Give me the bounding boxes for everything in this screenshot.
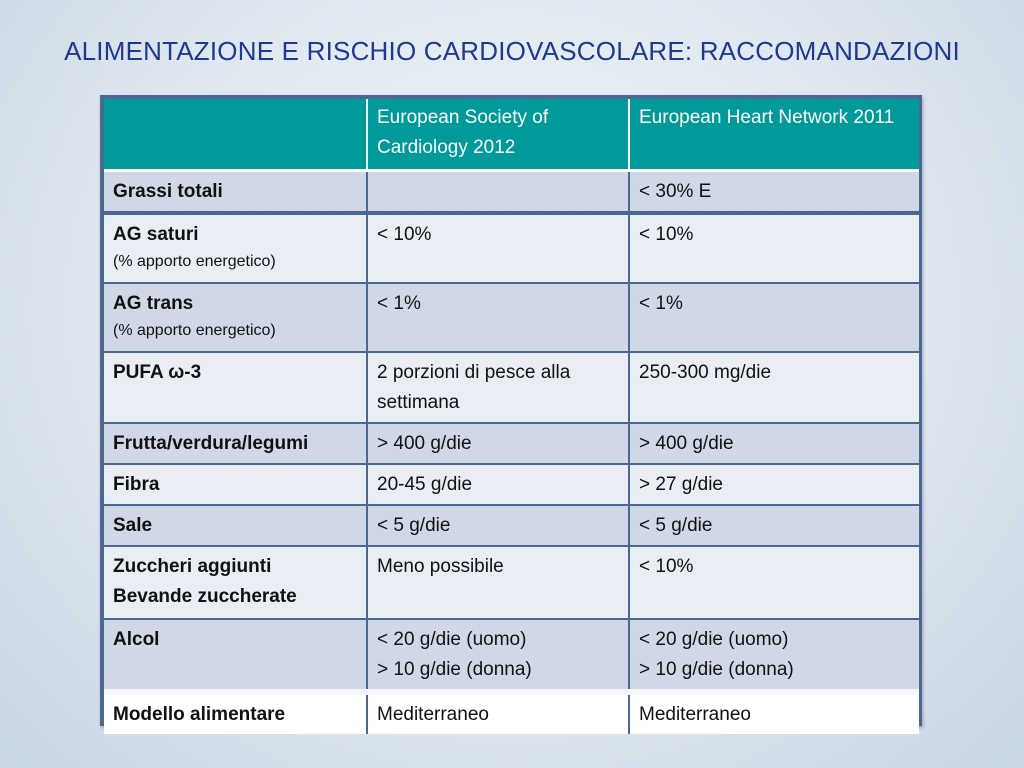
ehn-value-cell xyxy=(629,546,919,619)
row-label: AG trans xyxy=(113,293,194,314)
esc-value-cell xyxy=(367,546,629,619)
ehn-value: Mediterraneo xyxy=(639,704,751,725)
esc-value: Mediterraneo xyxy=(377,704,489,725)
row-label: Frutta/verdura/legumi xyxy=(113,433,309,454)
table-row xyxy=(104,213,919,283)
header-cell-empty xyxy=(104,99,367,171)
row-label: Alcol xyxy=(113,629,160,650)
esc-value-line: > 10 g/die (donna) xyxy=(377,659,532,680)
row-sublabel: (% apporto energetico) xyxy=(113,253,276,270)
esc-value-cell xyxy=(367,171,629,214)
ehn-value: > 27 g/die xyxy=(639,474,723,495)
esc-value-cell xyxy=(367,352,629,423)
header-cell-esc: European Society of Cardiology 2012 xyxy=(367,99,629,171)
ehn-value: < 5 g/die xyxy=(639,515,713,536)
row-label-cell xyxy=(104,464,367,505)
table-row xyxy=(104,283,919,352)
ehn-value-cell xyxy=(629,423,919,464)
row-label-cell xyxy=(104,283,367,352)
esc-value: < 5 g/die xyxy=(377,515,451,536)
row-label: Zuccheri aggiunti xyxy=(113,556,272,577)
row-label-second-line: Bevande zuccherate xyxy=(113,586,297,607)
ehn-value-line: < 20 g/die (uomo) xyxy=(639,629,789,650)
esc-value: 2 porzioni di pesce alla settimana xyxy=(377,362,571,413)
row-label-cell xyxy=(104,546,367,619)
table-row xyxy=(104,546,919,619)
esc-value: < 1% xyxy=(377,293,421,314)
row-label: Fibra xyxy=(113,474,160,495)
ehn-value: > 400 g/die xyxy=(639,433,734,454)
row-label-cell xyxy=(104,213,367,283)
row-label: Modello alimentare xyxy=(113,704,286,725)
esc-value-cell xyxy=(367,692,629,734)
slide-title: ALIMENTAZIONE E RISCHIO CARDIOVASCOLARE: RACCOMANDAZIONI xyxy=(64,36,960,66)
table-header-row xyxy=(104,99,919,171)
table-row xyxy=(104,619,919,692)
esc-value-cell xyxy=(367,464,629,505)
ehn-value: < 1% xyxy=(639,293,683,314)
esc-value: 20-45 g/die xyxy=(377,474,473,495)
row-label-cell xyxy=(104,171,367,214)
row-label: Grassi totali xyxy=(113,181,223,202)
row-label-cell xyxy=(104,423,367,464)
ehn-value: < 30% E xyxy=(639,181,712,202)
esc-value-cell xyxy=(367,423,629,464)
row-label: PUFA ω-3 xyxy=(113,362,202,383)
ehn-value-cell xyxy=(629,619,919,692)
row-label-cell xyxy=(104,692,367,734)
table-row xyxy=(104,352,919,423)
ehn-value-cell xyxy=(629,213,919,283)
ehn-value-line: > 10 g/die (donna) xyxy=(639,659,794,680)
ehn-value-cell xyxy=(629,171,919,214)
recommendations-table xyxy=(104,99,919,734)
ehn-value: < 10% xyxy=(639,556,694,577)
esc-value-cell xyxy=(367,505,629,546)
esc-value: > 400 g/die xyxy=(377,433,472,454)
row-label: Sale xyxy=(113,515,153,536)
row-label-cell xyxy=(104,619,367,692)
table-row xyxy=(104,464,919,505)
header-cell-ehn: European Heart Network 2011 xyxy=(629,99,919,171)
esc-value-cell xyxy=(367,213,629,283)
ehn-value-cell xyxy=(629,352,919,423)
esc-value: Meno possibile xyxy=(377,556,504,577)
esc-value-cell xyxy=(367,283,629,352)
row-label: AG saturi xyxy=(113,224,199,245)
esc-value-cell xyxy=(367,619,629,692)
ehn-value-cell xyxy=(629,505,919,546)
table-row xyxy=(104,171,919,214)
esc-value: < 10% xyxy=(377,224,432,245)
table-row xyxy=(104,505,919,546)
ehn-value: 250-300 mg/die xyxy=(639,362,772,383)
ehn-value: < 10% xyxy=(639,224,694,245)
esc-value-line: < 20 g/die (uomo) xyxy=(377,629,527,650)
row-sublabel: (% apporto energetico) xyxy=(113,322,276,339)
table-row xyxy=(104,423,919,464)
ehn-value-cell xyxy=(629,283,919,352)
row-label-cell xyxy=(104,505,367,546)
row-label-cell xyxy=(104,352,367,423)
table-row xyxy=(104,692,919,734)
ehn-value-cell xyxy=(629,692,919,734)
ehn-value-cell xyxy=(629,464,919,505)
